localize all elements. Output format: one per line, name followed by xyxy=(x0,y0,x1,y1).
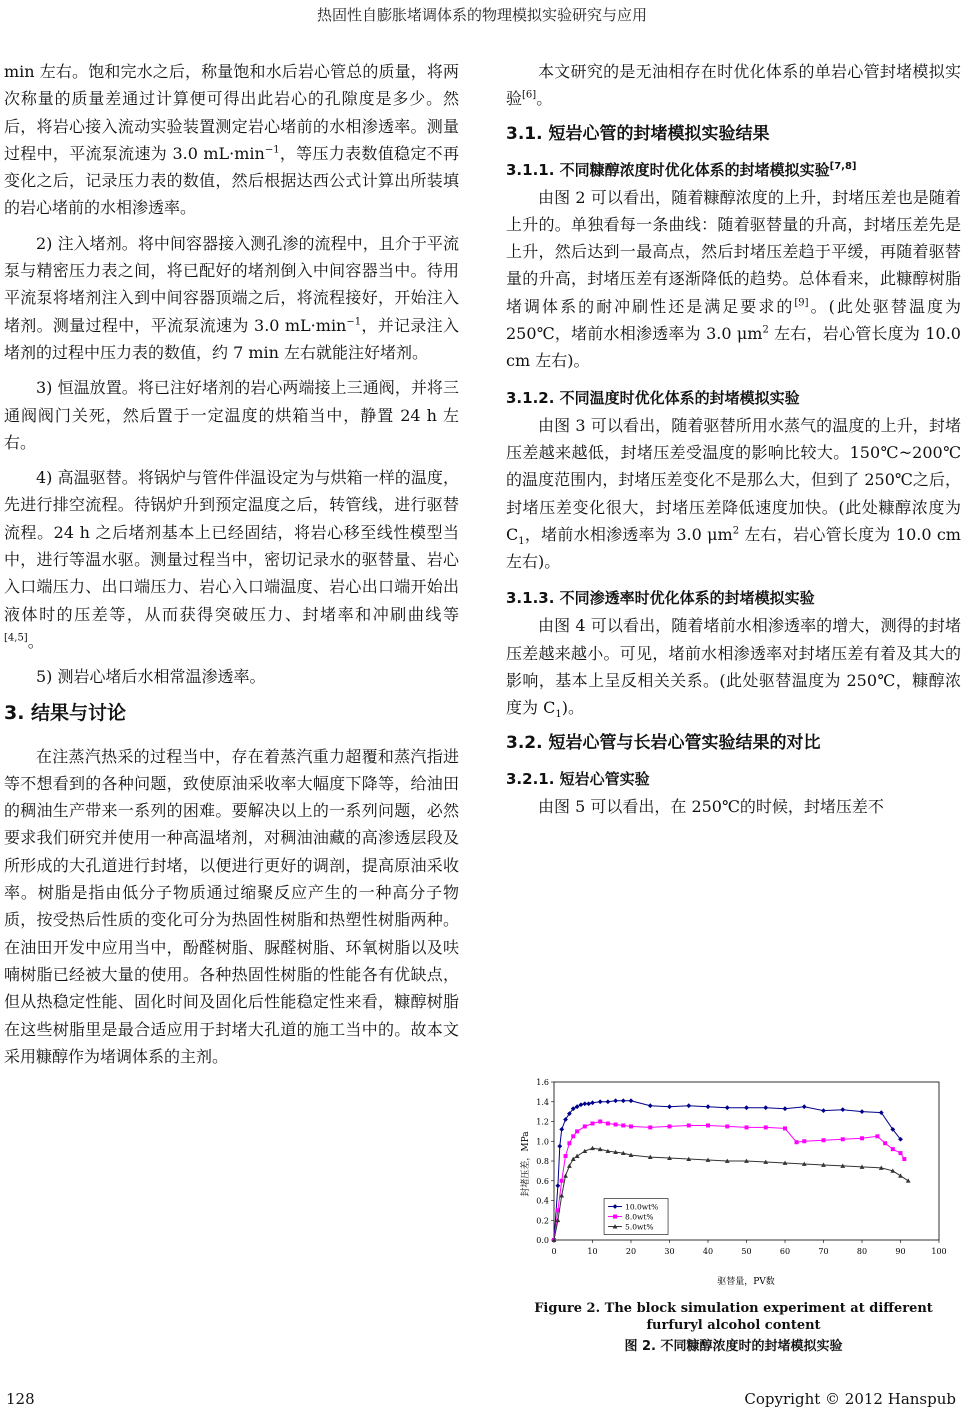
x-tick-label: 10 xyxy=(587,1247,598,1256)
paragraph: 5) 测岩心堵后水相常温渗透率。 xyxy=(36,667,266,687)
subsection-heading: 3.1.3. 不同渗透率时优化体系的封堵模拟实验 xyxy=(506,589,815,608)
data-point xyxy=(614,1122,618,1126)
data-point xyxy=(764,1125,768,1129)
data-point xyxy=(591,1121,595,1125)
running-title: 热固性自膨胀堵调体系的物理模拟实验研究与应用 xyxy=(316,6,647,24)
paragraph: 3) 恒温放置。将已注好堵剂的岩心两端接上三通阀，并将三通阀阀门关死，然后置于一定温度的烘箱当中，静置 24 h 左右。 xyxy=(4,378,459,452)
x-tick-label: 40 xyxy=(702,1247,714,1256)
subsection-heading: 3.1.2. 不同温度时优化体系的封堵模拟实验 xyxy=(506,388,800,407)
caption-english: Figure 2. The block simulation experiment at different furfuryl alcohol content xyxy=(534,1301,933,1333)
data-point xyxy=(795,1140,799,1144)
paragraph: 本文研究的是无油相存在时优化体系的单岩心管封堵模拟实验[6]。 xyxy=(506,62,961,109)
data-point xyxy=(621,1123,625,1127)
left-column xyxy=(4,58,459,1078)
data-point xyxy=(560,1179,564,1183)
data-point xyxy=(564,1154,568,1158)
x-tick-label: 100 xyxy=(931,1247,947,1256)
data-point xyxy=(583,1124,587,1128)
x-tick-label: 30 xyxy=(664,1247,675,1256)
y-tick-label: 1.2 xyxy=(536,1117,549,1127)
section-heading: 3.2. 短岩心管与长岩心管实验结果的对比 xyxy=(506,732,821,753)
data-point xyxy=(883,1141,887,1145)
x-tick-label: 80 xyxy=(856,1247,868,1256)
data-point xyxy=(598,1120,602,1124)
y-tick-label: 0.6 xyxy=(536,1176,549,1186)
x-axis-label: 驱替量，PV数 xyxy=(717,1277,775,1287)
x-tick-label: 0 xyxy=(551,1247,557,1256)
data-point xyxy=(571,1134,575,1138)
paragraph: 由图 5 可以看出，在 250℃的时候，封堵压差不 xyxy=(538,796,884,816)
paragraph: min 左右。饱和完水之后，称量饱和水后岩心管总的质量，将两次称量的质量差通过计算便可得出此岩心的孔隙度是多少。然后，将岩心接入流动实验装置测定岩心堵前的水相渗透率。测量过程中，平流泵流速为 3.0 $mL\cdot\min^{-1}$，等压力表数值稳定不再变化之后，记录压力表的数值，然后根据达西公式计算出所装填的岩心堵前的水相渗透率。 xyxy=(4,62,459,218)
y-tick-label: 1.6 xyxy=(536,1078,549,1087)
y-tick-label: 0.0 xyxy=(536,1236,549,1245)
y-tick-label: 1.0 xyxy=(536,1137,549,1147)
paragraph: 2) 注入堵剂。将中间容器接入测孔渗的流程中，且介于平流泵与精密压力表之间，将已配好的堵剂倒入中间容器当中。待用平流泵将堵剂注入到中间容器顶端之后，将流程接好，开始注入堵剂。测量过程中，平流泵流速为 3.0 $mL\cdot\min^{-1}$，并记录注入堵剂的过程中压力表的数值，约 7 min 左右就能注好堵剂。 xyxy=(4,233,459,362)
caption-chinese: 图 2. 不同糠醇浓度时的封堵模拟实验 xyxy=(624,1339,843,1354)
y-tick-label: 0.8 xyxy=(536,1157,549,1166)
x-tick-label: 70 xyxy=(818,1247,829,1256)
subsection-heading: 3.2.1. 短岩心管实验 xyxy=(506,769,650,788)
figure-2 xyxy=(506,1072,961,1304)
data-point xyxy=(613,1215,617,1219)
paragraph: 由图 4 可以看出，随着堵前水相渗透率的增大，测得的封堵压差越来越小。可见，堵前水相渗透率对封堵压差有着及其大的影响，基本上呈反相关关系。(此处驱替温度为 250℃，糠醇浓度为 $C_1$)。 xyxy=(506,616,961,721)
data-point xyxy=(899,1151,903,1155)
y-tick-label: 0.2 xyxy=(536,1216,549,1226)
data-point xyxy=(745,1125,749,1129)
data-point xyxy=(567,1141,571,1145)
data-point xyxy=(629,1124,633,1128)
figure-caption xyxy=(506,1300,961,1355)
data-point xyxy=(648,1125,652,1129)
page-number: 128 xyxy=(6,1390,35,1408)
legend-label: 5.0wt% xyxy=(625,1222,654,1232)
paragraph: 由图 3 可以看出，随着驱替所用水蒸气的温度的上升，封堵压差越来越低，封堵压差受温度的影响比较大。150℃~200℃的温度范围内，封堵压差变化不是那么大，但到了 250℃之后，封堵压差变化很大，封堵压差降低速度加快。(此处糠醇浓度为 $C_1$，堵前水相渗透率为 3.0 $\mu m^2$ 左右，岩心管长度为 10.0 cm 左右)。 xyxy=(506,415,961,572)
x-tick-label: 50 xyxy=(741,1247,752,1256)
data-point xyxy=(891,1147,895,1151)
data-point xyxy=(725,1124,729,1128)
data-point xyxy=(606,1121,610,1125)
data-point xyxy=(706,1123,710,1127)
paragraph: 由图 2 可以看出，随着糠醇浓度的上升，封堵压差也是随着上升的。单独看每一条曲线：随着驱替量的升高，封堵压差先是上升，然后达到一最高点，然后封堵压差趋于平缓，再随着驱替量的升高，封堵压差有逐渐降低的趋势。总体看来，此糠醇树脂堵调体系的耐冲刷性还是满足要求的[9]。(此处驱替温度为 250℃，堵前水相渗透率为 3.0 $\mu m^2$ 左右，岩心管长度为 10.0 cm 左右)。 xyxy=(506,187,961,371)
subsection-heading: 3.1.1. 不同糠醇浓度时优化体系的封堵模拟实验[7,8] xyxy=(506,160,857,179)
data-point xyxy=(687,1123,691,1127)
x-tick-label: 60 xyxy=(779,1247,791,1256)
data-point xyxy=(783,1126,787,1130)
data-point xyxy=(575,1129,579,1133)
line-chart xyxy=(506,1072,961,1304)
paragraph: 在注蒸汽热采的过程当中，存在着蒸汽重力超覆和蒸汽指进等不想看到的各种问题，致使原油采收率大幅度下降等，给油田的稠油生产带来一系列的困难。要解决以上的一系列问题，必然要求我们研究并使用一种高温堵剂，对稠油油藏的高渗透层段及所形成的大孔道进行封堵，以便进行更好的调剖，提高原油采收率。树脂是指由低分子物质通过缩聚反应产生的一种高分子物质，按受热后性质的变化可分为热固性树脂和热塑性树脂两种。在油田开发中应用当中，酚醛树脂、脲醛树脂、环氧树脂以及呋喃树脂已经被大量的使用。各种热固性树脂的性能各有优缺点，但从热稳定性能、固化时间及固化后性能稳定性来看，糠醇树脂在这些树脂里是最合适应用于封堵大孔道的施工当中的。故本文采用糠醇作为堵调体系的主剂。 xyxy=(4,746,459,1066)
x-tick-label: 20 xyxy=(625,1247,637,1256)
legend-label: 8.0wt% xyxy=(625,1212,654,1222)
x-tick-label: 90 xyxy=(895,1247,906,1256)
legend xyxy=(604,1199,668,1235)
section-heading: 3.1. 短岩心管的封堵模拟实验结果 xyxy=(506,123,770,144)
data-point xyxy=(668,1124,672,1128)
copyright: Copyright © 2012 Hanspub xyxy=(744,1390,956,1408)
section-heading: 3. 结果与讨论 xyxy=(4,701,127,724)
data-point xyxy=(822,1138,826,1142)
y-tick-label: 1.4 xyxy=(536,1097,549,1107)
y-tick-label: 0.4 xyxy=(536,1196,549,1206)
data-point xyxy=(875,1134,879,1138)
data-point xyxy=(802,1139,806,1143)
data-point xyxy=(860,1136,864,1140)
paragraph: 4) 高温驱替。将锅炉与管件伴温设定为与烘箱一样的温度，先进行排空流程。待锅炉升到预定温度之后，转管线，进行驱替流程。24 h 之后堵剂基本上已经固结，将岩心移至线性模型当中，进行等温水驱。测量过程当中，密切记录水的驱替量、岩心入口端压力、出口端压力、岩心入口端温度、岩心出口端开始出液体时的压差等，从而获得突破压力、封堵率和冲刷曲线等[4,5]。 xyxy=(4,468,459,651)
data-point xyxy=(841,1137,845,1141)
right-column xyxy=(506,58,961,828)
data-point xyxy=(902,1157,906,1161)
legend-label: 10.0wt% xyxy=(625,1202,659,1212)
y-axis-label: 封堵压差，MPa xyxy=(521,1131,531,1197)
